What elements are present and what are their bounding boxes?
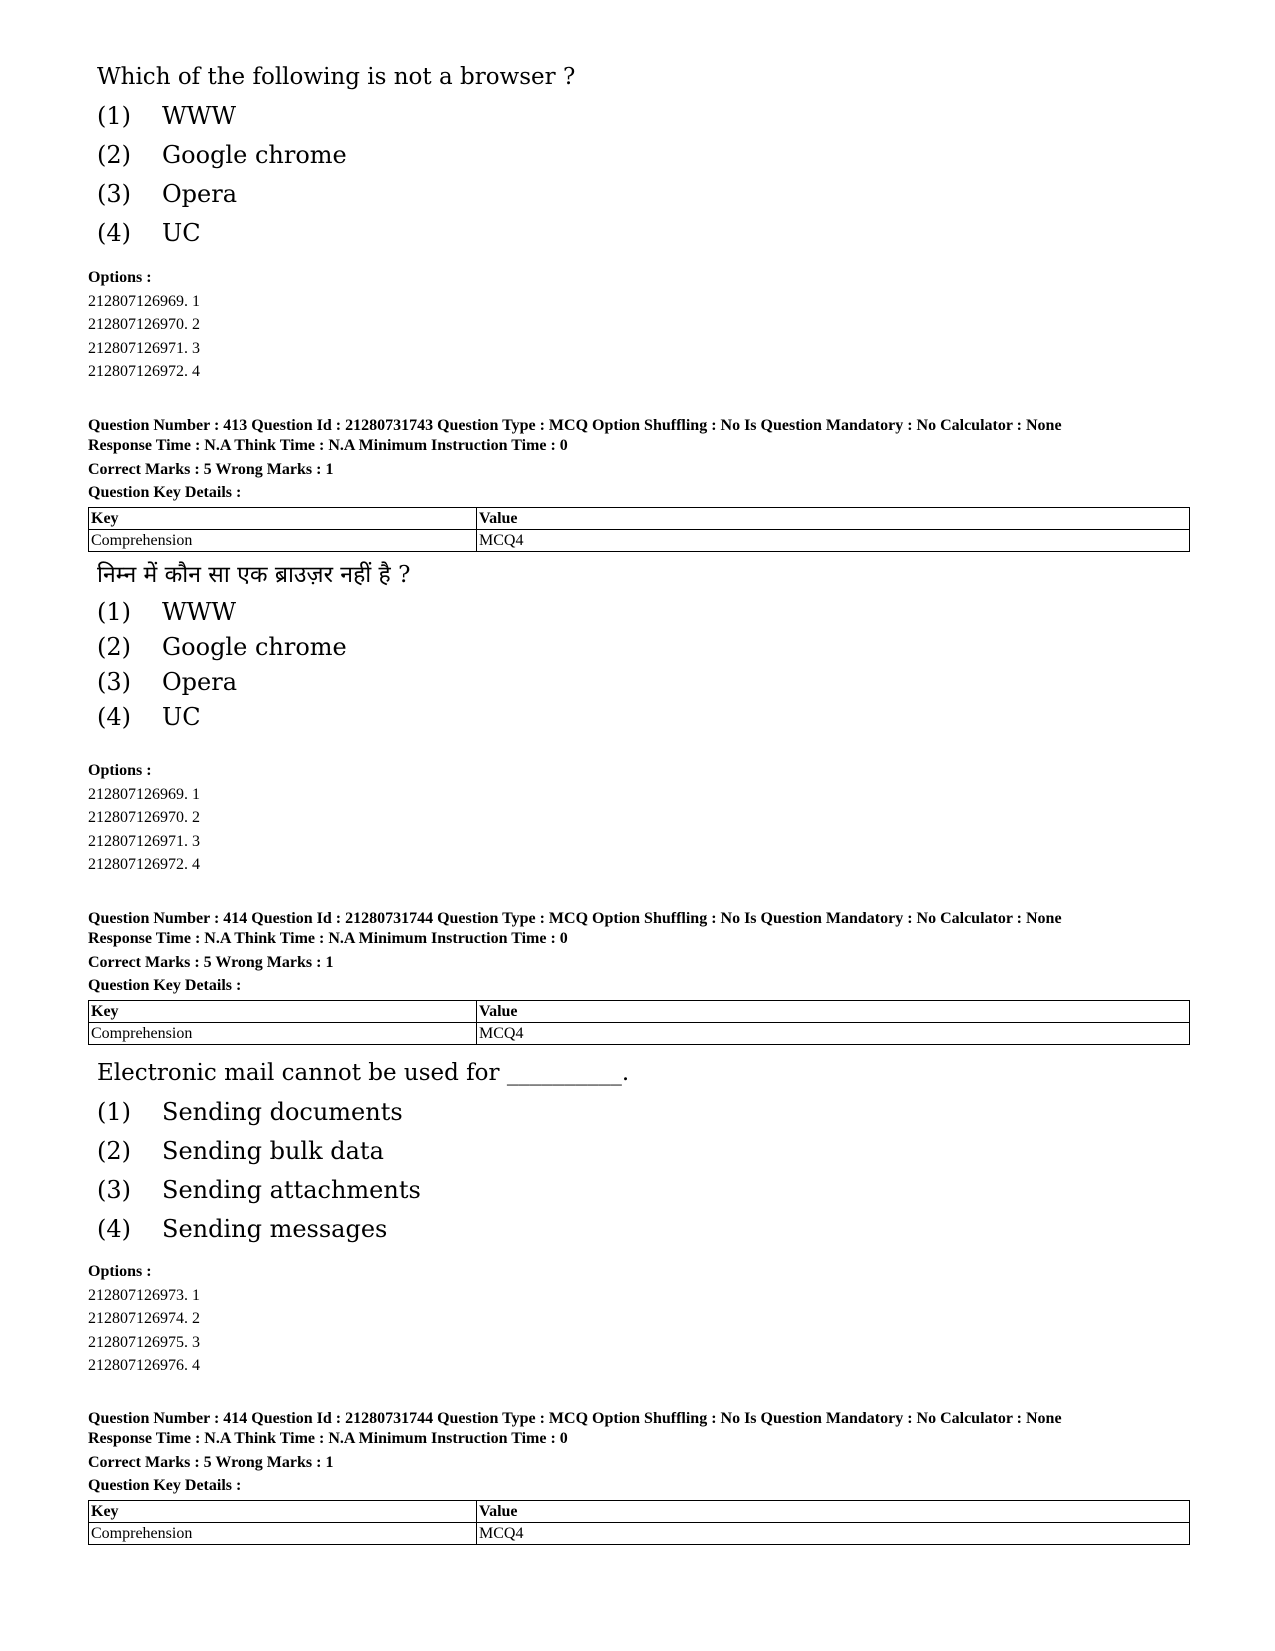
option-id: 212807126970. 2 (88, 809, 200, 827)
table-row (89, 530, 1190, 552)
options-title: Options : (88, 269, 152, 286)
table-cell-key: Comprehension (89, 1523, 477, 1545)
option-label: Google chrome (162, 141, 347, 169)
question-option (97, 1136, 629, 1166)
option-label: Opera (162, 668, 238, 696)
meta-question-info: Question Number : 413 Question Id : 21280731743 Question Type : MCQ Option Shuffling : No Is Question Mandatory : No Calculator : None (88, 417, 1062, 434)
options-list (88, 1260, 200, 1378)
option-number: (2) (97, 141, 131, 169)
meta-question-info: Question Number : 414 Question Id : 21280731744 Question Type : MCQ Option Shuffling : No Is Question Mandatory : No Calculator : None (88, 910, 1062, 927)
option-number: (1) (97, 598, 131, 626)
question-image-email (97, 1058, 629, 1244)
question-image-browser (97, 62, 575, 248)
option-label: Google chrome (162, 633, 347, 661)
option-label: Sending bulk data (162, 1137, 384, 1165)
option-id: 212807126971. 3 (88, 339, 200, 357)
option-label: WWW (162, 102, 237, 130)
options-title: Options : (88, 762, 152, 779)
meta-key-details-title: Question Key Details : (88, 977, 242, 994)
table-header-value: Value (477, 508, 1190, 530)
question-option (97, 597, 410, 627)
option-label: Sending documents (162, 1098, 403, 1126)
option-label: Sending messages (162, 1215, 388, 1243)
question-meta (88, 1409, 1190, 1545)
question-option (97, 179, 575, 209)
table-cell-value: MCQ4 (477, 530, 1190, 552)
option-id: 212807126972. 4 (88, 363, 200, 381)
question-option (97, 218, 575, 248)
option-id: 212807126971. 3 (88, 832, 200, 850)
option-label: UC (162, 219, 201, 247)
option-id: 212807126973. 1 (88, 1286, 200, 1304)
option-id: 212807126976. 4 (88, 1357, 200, 1375)
meta-key-details-title: Question Key Details : (88, 484, 242, 501)
meta-time-info: Response Time : N.A Think Time : N.A Minimum Instruction Time : 0 (88, 1430, 568, 1447)
meta-time-info: Response Time : N.A Think Time : N.A Minimum Instruction Time : 0 (88, 437, 568, 454)
meta-time-info: Response Time : N.A Think Time : N.A Minimum Instruction Time : 0 (88, 930, 568, 947)
table-header-row (89, 1001, 1190, 1023)
meta-marks: Correct Marks : 5 Wrong Marks : 1 (88, 954, 334, 971)
option-label: UC (162, 703, 201, 731)
options-list (88, 266, 200, 384)
question-option (97, 1214, 629, 1244)
meta-marks: Correct Marks : 5 Wrong Marks : 1 (88, 461, 334, 478)
question-meta (88, 909, 1190, 1045)
table-header-key: Key (89, 1001, 477, 1023)
option-id: 212807126975. 3 (88, 1333, 200, 1351)
option-label: WWW (162, 598, 237, 626)
question-image-browser-hindi (97, 560, 410, 732)
question-option (97, 1097, 629, 1127)
table-header-key: Key (89, 508, 477, 530)
table-header-row (89, 1501, 1190, 1523)
question-text: Electronic mail cannot be used for __________. (97, 1060, 630, 1086)
question-option (97, 101, 575, 131)
question-option (97, 702, 410, 732)
option-id: 212807126972. 4 (88, 856, 200, 874)
table-cell-key: Comprehension (89, 530, 477, 552)
meta-question-info: Question Number : 414 Question Id : 21280731744 Question Type : MCQ Option Shuffling : No Is Question Mandatory : No Calculator : None (88, 1410, 1062, 1427)
option-number: (3) (97, 668, 131, 696)
question-option (97, 140, 575, 170)
question-text: निम्न में कौन सा एक ब्राउज़र नहीं है ? (97, 562, 411, 588)
option-id: 212807126969. 1 (88, 785, 200, 803)
option-id: 212807126969. 1 (88, 292, 200, 310)
table-cell-value: MCQ4 (477, 1523, 1190, 1545)
option-label: Opera (162, 180, 238, 208)
option-number: (4) (97, 219, 131, 247)
table-row (89, 1023, 1190, 1045)
question-option (97, 667, 410, 697)
option-number: (1) (97, 102, 131, 130)
options-list (88, 759, 200, 877)
option-number: (2) (97, 633, 131, 661)
key-details-table (88, 507, 1190, 552)
table-header-key: Key (89, 1501, 477, 1523)
question-text: Which of the following is not a browser ? (97, 64, 576, 90)
option-id: 212807126970. 2 (88, 316, 200, 334)
meta-marks: Correct Marks : 5 Wrong Marks : 1 (88, 1454, 334, 1471)
option-label: Sending attachments (162, 1176, 421, 1204)
meta-key-details-title: Question Key Details : (88, 1477, 242, 1494)
option-number: (3) (97, 1176, 131, 1204)
options-title: Options : (88, 1263, 152, 1280)
table-row (89, 1523, 1190, 1545)
table-header-value: Value (477, 1501, 1190, 1523)
key-details-table (88, 1500, 1190, 1545)
table-cell-value: MCQ4 (477, 1023, 1190, 1045)
question-option (97, 632, 410, 662)
option-number: (4) (97, 1215, 131, 1243)
option-number: (1) (97, 1098, 131, 1126)
option-id: 212807126974. 2 (88, 1310, 200, 1328)
option-number: (4) (97, 703, 131, 731)
table-cell-key: Comprehension (89, 1023, 477, 1045)
table-header-value: Value (477, 1001, 1190, 1023)
option-number: (3) (97, 180, 131, 208)
key-details-table (88, 1000, 1190, 1045)
question-meta (88, 416, 1190, 552)
option-number: (2) (97, 1137, 131, 1165)
question-option (97, 1175, 629, 1205)
table-header-row (89, 508, 1190, 530)
